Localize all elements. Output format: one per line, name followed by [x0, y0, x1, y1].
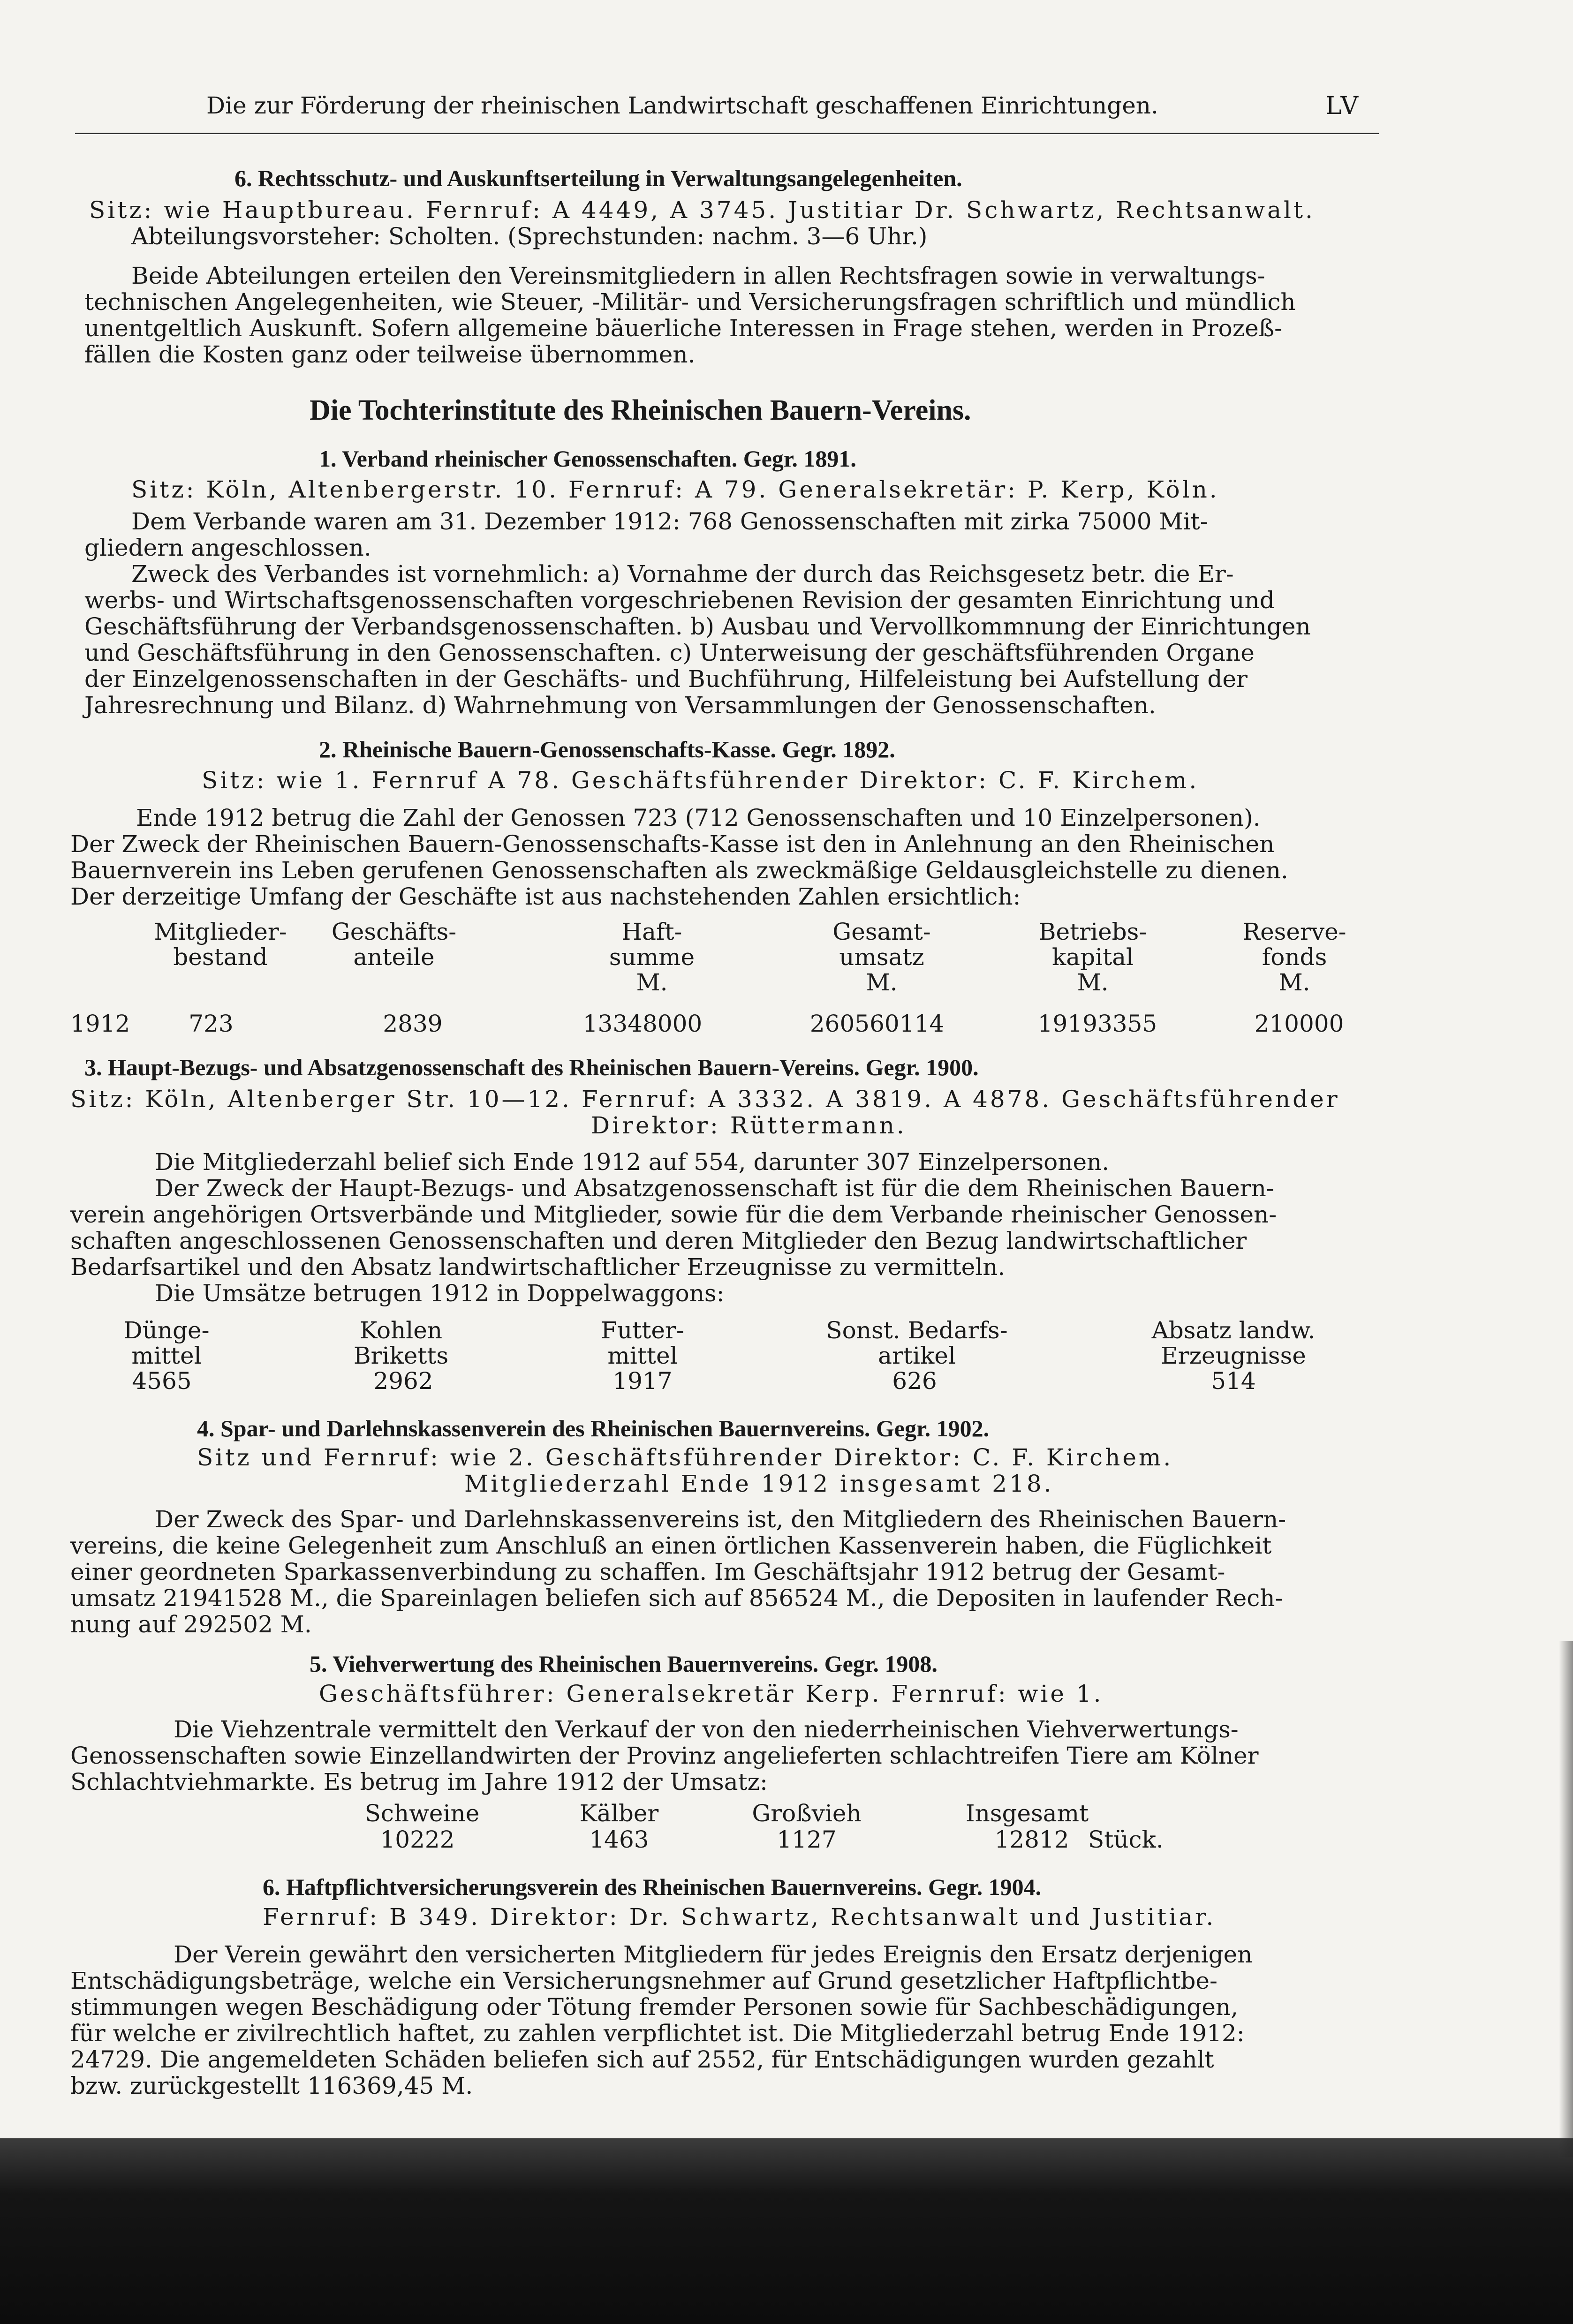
body-line: Der derzeitige Umfang der Geschäfte ist aus nachstehenden Zahlen ersichtlich:	[70, 883, 1021, 910]
body-line: Dem Verbande waren am 31. Dezember 1912: 768 Genossenschaften mit zirka 75000 Mit-	[131, 508, 1208, 535]
table-header: Kohlen Briketts	[353, 1317, 449, 1369]
body-line: technischen Angelegenheiten, wie Steuer, -Militär- und Versicherungsfragen schriftlich und mündlich	[84, 288, 1296, 316]
table-cell: 626	[892, 1367, 937, 1395]
body-line: Geschäftsführung der Verbandsgenossenschaften. b) Ausbau und Vervollkommnung der Einrichtungen	[84, 613, 1311, 640]
table-cell: 1917	[613, 1367, 673, 1395]
section-line: Sitz: wie Hauptbureau. Fernruf: A 4449, A 3745. Justitiar Dr. Schwartz, Rechtsanwalt.	[89, 196, 1315, 224]
section-line: Geschäftsführer: Generalsekretär Kerp. Fernruf: wie 1.	[319, 1680, 1104, 1707]
scan-edge	[1559, 1641, 1573, 2157]
table-cell: 210000	[1254, 1010, 1344, 1037]
table-year: 1912	[70, 1010, 130, 1037]
body-line: Der Zweck des Spar- und Darlehnskassenvereins ist, den Mitgliedern des Rheinischen Bauern-	[155, 1506, 1286, 1533]
table-cell: 13348000	[582, 1010, 703, 1037]
umsatz-table	[0, 1318, 1573, 1402]
body-line: Schlachtviehmarkte. Es betrug im Jahre 1912 der Umsatz:	[70, 1768, 768, 1796]
table-header: Gesamt- umsatz M.	[832, 918, 931, 996]
section-line: Sitz: wie 1. Fernruf A 78. Geschäftsführender Direktor: C. F. Kirchem.	[202, 767, 1199, 794]
table-header: Sonst. Bedarfs- artikel	[826, 1317, 1008, 1369]
body-line: Der Verein gewährt den versicherten Mitgliedern für jedes Ereignis den Ersatz derjenigen	[174, 1941, 1253, 1968]
section-heading-verband: 1. Verband rheinischer Genossenschaften. Gegr. 1891.	[319, 445, 856, 472]
main-heading: Die Tochterinstitute des Rheinischen Bauern-Vereins.	[310, 394, 971, 426]
body-line: Zweck des Verbandes ist vornehmlich: a) Vornahme der durch das Reichsgesetz betr. die Er-	[131, 560, 1234, 588]
table-header: Reserve- fonds M.	[1242, 918, 1346, 996]
body-line: verein angehörigen Ortsverbände und Mitglieder, sowie für die dem Verbande rheinischer Genossen-	[70, 1201, 1277, 1228]
body-line: Der Zweck der Haupt-Bezugs- und Absatzgenossenschaft ist für die dem Rheinischen Bauern-	[155, 1175, 1274, 1202]
body-line: der Einzelgenossenschaften in der Geschäfts- und Buchführung, Hilfeleistung bei Aufstellung der	[84, 665, 1248, 693]
section-heading-haftpflicht: 6. Haftpflichtversicherungsverein des Rheinischen Bauernvereins. Gegr. 1904.	[263, 1874, 1042, 1900]
section-line: Sitz und Fernruf: wie 2. Geschäftsführender Direktor: C. F. Kirchem.	[197, 1444, 1173, 1471]
table-header: Kälber	[579, 1800, 659, 1827]
body-line: vereins, die keine Gelegenheit zum Anschluß an einen örtlichen Kassenverein haben, die Füglichkeit	[70, 1532, 1272, 1559]
header-title: Die zur Förderung der rheinischen Landwirtschaft geschaffenen Einrichtungen.	[206, 92, 1158, 119]
body-line: einer geordneten Sparkassenverbindung zu schaffen. Im Geschäftsjahr 1912 betrug der Gesamt-	[70, 1558, 1225, 1585]
body-line: Die Mitgliederzahl belief sich Ende 1912 auf 554, darunter 307 Einzelpersonen.	[155, 1148, 1110, 1176]
body-line: Die Umsätze betrugen 1912 in Doppelwaggons:	[155, 1280, 725, 1307]
body-line: Beide Abteilungen erteilen den Vereinsmitgliedern in allen Rechtsfragen sowie in verwaltungs-	[131, 262, 1265, 289]
body-line: 24729. Die angemeldeten Schäden beliefen sich auf 2552, für Entschädigungen wurden gezahlt	[70, 2046, 1214, 2073]
table-cell: 1127	[777, 1826, 837, 1853]
body-line: fällen die Kosten ganz oder teilweise übernommen.	[84, 341, 696, 368]
body-line: stimmungen wegen Beschädigung oder Tötung fremder Personen sowie für Sachbeschädigungen,	[70, 1993, 1238, 2021]
section-heading-bezugsgenossenschaft: 3. Haupt-Bezugs- und Absatzgenossenschaft des Rheinischen Bauern-Vereins. Gegr. 1900.	[84, 1054, 979, 1080]
body-line: Die Viehzentrale vermittelt den Verkauf der von den niederrheinischen Viehverwertungs-	[174, 1716, 1239, 1743]
table-header: Haft- summe M.	[609, 918, 695, 996]
body-line: werbs- und Wirtschaftsgenossenschaften vorgeschriebenen Revision der gesamten Einrichtung und	[84, 587, 1275, 614]
body-line: Ende 1912 betrug die Zahl der Genossen 723 (712 Genossenschaften und 10 Einzelpersonen).	[136, 804, 1261, 831]
section-heading-viehverwertung: 5. Viehverwertung des Rheinischen Bauernvereins. Gegr. 1908.	[310, 1651, 938, 1677]
body-line: nung auf 292502 M.	[70, 1611, 312, 1638]
table-cell: 2839	[383, 1010, 443, 1037]
table-cell: 1463	[589, 1826, 649, 1853]
table-header: Schweine	[364, 1800, 480, 1827]
table-header: Dünge- mittel	[123, 1317, 210, 1369]
scan-shadow	[0, 2138, 1573, 2324]
table-cell: 10222	[380, 1826, 455, 1853]
section-line: Direktor: Rüttermann.	[591, 1112, 907, 1139]
page-number: LV	[1325, 92, 1360, 120]
section-line: Abteilungsvorsteher: Scholten. (Sprechstunden: nachm. 3—6 Uhr.)	[131, 223, 928, 250]
table-header: Futter- mittel	[601, 1317, 684, 1369]
table-header: Mitglieder- bestand	[154, 918, 287, 971]
body-line: Jahresrechnung und Bilanz. d) Wahrnehmung von Versammlungen der Genossenschaften.	[84, 692, 1156, 719]
body-line: umsatz 21941528 M., die Spareinlagen beliefen sich auf 856524 M., die Depositen in laufender Rech-	[70, 1585, 1283, 1612]
table-cell: 19193355	[1037, 1010, 1157, 1037]
section-heading-rechtsschutz: 6. Rechtsschutz- und Auskunftserteilung in Verwaltungsangelegenheiten.	[234, 165, 962, 191]
table-cell: 12812	[994, 1826, 1069, 1853]
section-line: Mitgliederzahl Ende 1912 insgesamt 218.	[464, 1470, 1054, 1497]
section-heading-kasse: 2. Rheinische Bauern-Genossenschafts-Kasse. Gegr. 1892.	[319, 736, 895, 762]
body-line: schaften angeschlossenen Genossenschaften und deren Mitglieder den Bezug landwirtschaftlicher	[70, 1227, 1247, 1254]
section-heading-sparkasse: 4. Spar- und Darlehnskassenverein des Rheinischen Bauernvereins. Gegr. 1902.	[197, 1415, 990, 1441]
body-line: für welche er zivilrechtlich haftet, zu zahlen verpflichtet ist. Die Mitgliederzahl betrug Ende 1912:	[70, 2020, 1245, 2047]
body-line: Bedarfsartikel und den Absatz landwirtschaftlicher Erzeugnisse zu vermitteln.	[70, 1253, 1006, 1281]
table-header: Großvieh	[752, 1800, 862, 1827]
table-cell: 4565	[132, 1367, 192, 1395]
body-line: Genossenschaften sowie Einzellandwirten der Provinz angelieferten schlachtreifen Tiere am Kölner	[70, 1742, 1259, 1769]
kasse-table	[0, 919, 1573, 1041]
section-line: Sitz: Köln, Altenbergerstr. 10. Fernruf: A 79. Generalsekretär: P. Kerp, Köln.	[131, 476, 1219, 503]
body-line: gliedern angeschlossen.	[84, 534, 371, 561]
table-header: Betriebs- kapital M.	[1038, 918, 1147, 996]
table-cell: 723	[189, 1010, 234, 1037]
body-line: Entschädigungsbeträge, welche ein Versicherungsnehmer auf Grund gesetzlicher Haftpflichtbe-	[70, 1967, 1218, 1994]
table-cell: 260560114	[809, 1010, 945, 1037]
section-line: Sitz: Köln, Altenberger Str. 10—12. Fernruf: A 3332. A 3819. A 4878. Geschäftsführender	[70, 1086, 1340, 1113]
body-line: unentgeltlich Auskunft. Sofern allgemeine bäuerliche Interessen in Frage stehen, werden in Prozeß-	[84, 315, 1282, 342]
vieh-table	[0, 1801, 1573, 1862]
body-line: und Geschäftsführung in den Genossenschaften. c) Unterweisung der geschäftsführenden Organe	[84, 639, 1255, 666]
body-line: Der Zweck der Rheinischen Bauern-Genossenschafts-Kasse ist den in Anlehnung an den Rheinischen	[70, 830, 1275, 858]
section-line: Fernruf: B 349. Direktor: Dr. Schwartz, Rechtsanwalt und Justitiar.	[263, 1903, 1216, 1931]
body-line: bzw. zurückgestellt 116369,45 M.	[70, 2072, 473, 2099]
table-cell: 514	[1211, 1367, 1256, 1395]
table-header: Absatz landw. Erzeugnisse	[1151, 1317, 1316, 1369]
table-cell: 2962	[373, 1367, 433, 1395]
table-unit: Stück.	[1088, 1826, 1164, 1853]
table-header: Insgesamt	[965, 1800, 1089, 1827]
table-header: Geschäfts- anteile	[331, 918, 457, 971]
running-header	[75, 88, 1379, 134]
body-line: Bauernverein ins Leben gerufenen Genossenschaften als zweckmäßige Geldausgleichstelle zu dienen.	[70, 857, 1288, 884]
